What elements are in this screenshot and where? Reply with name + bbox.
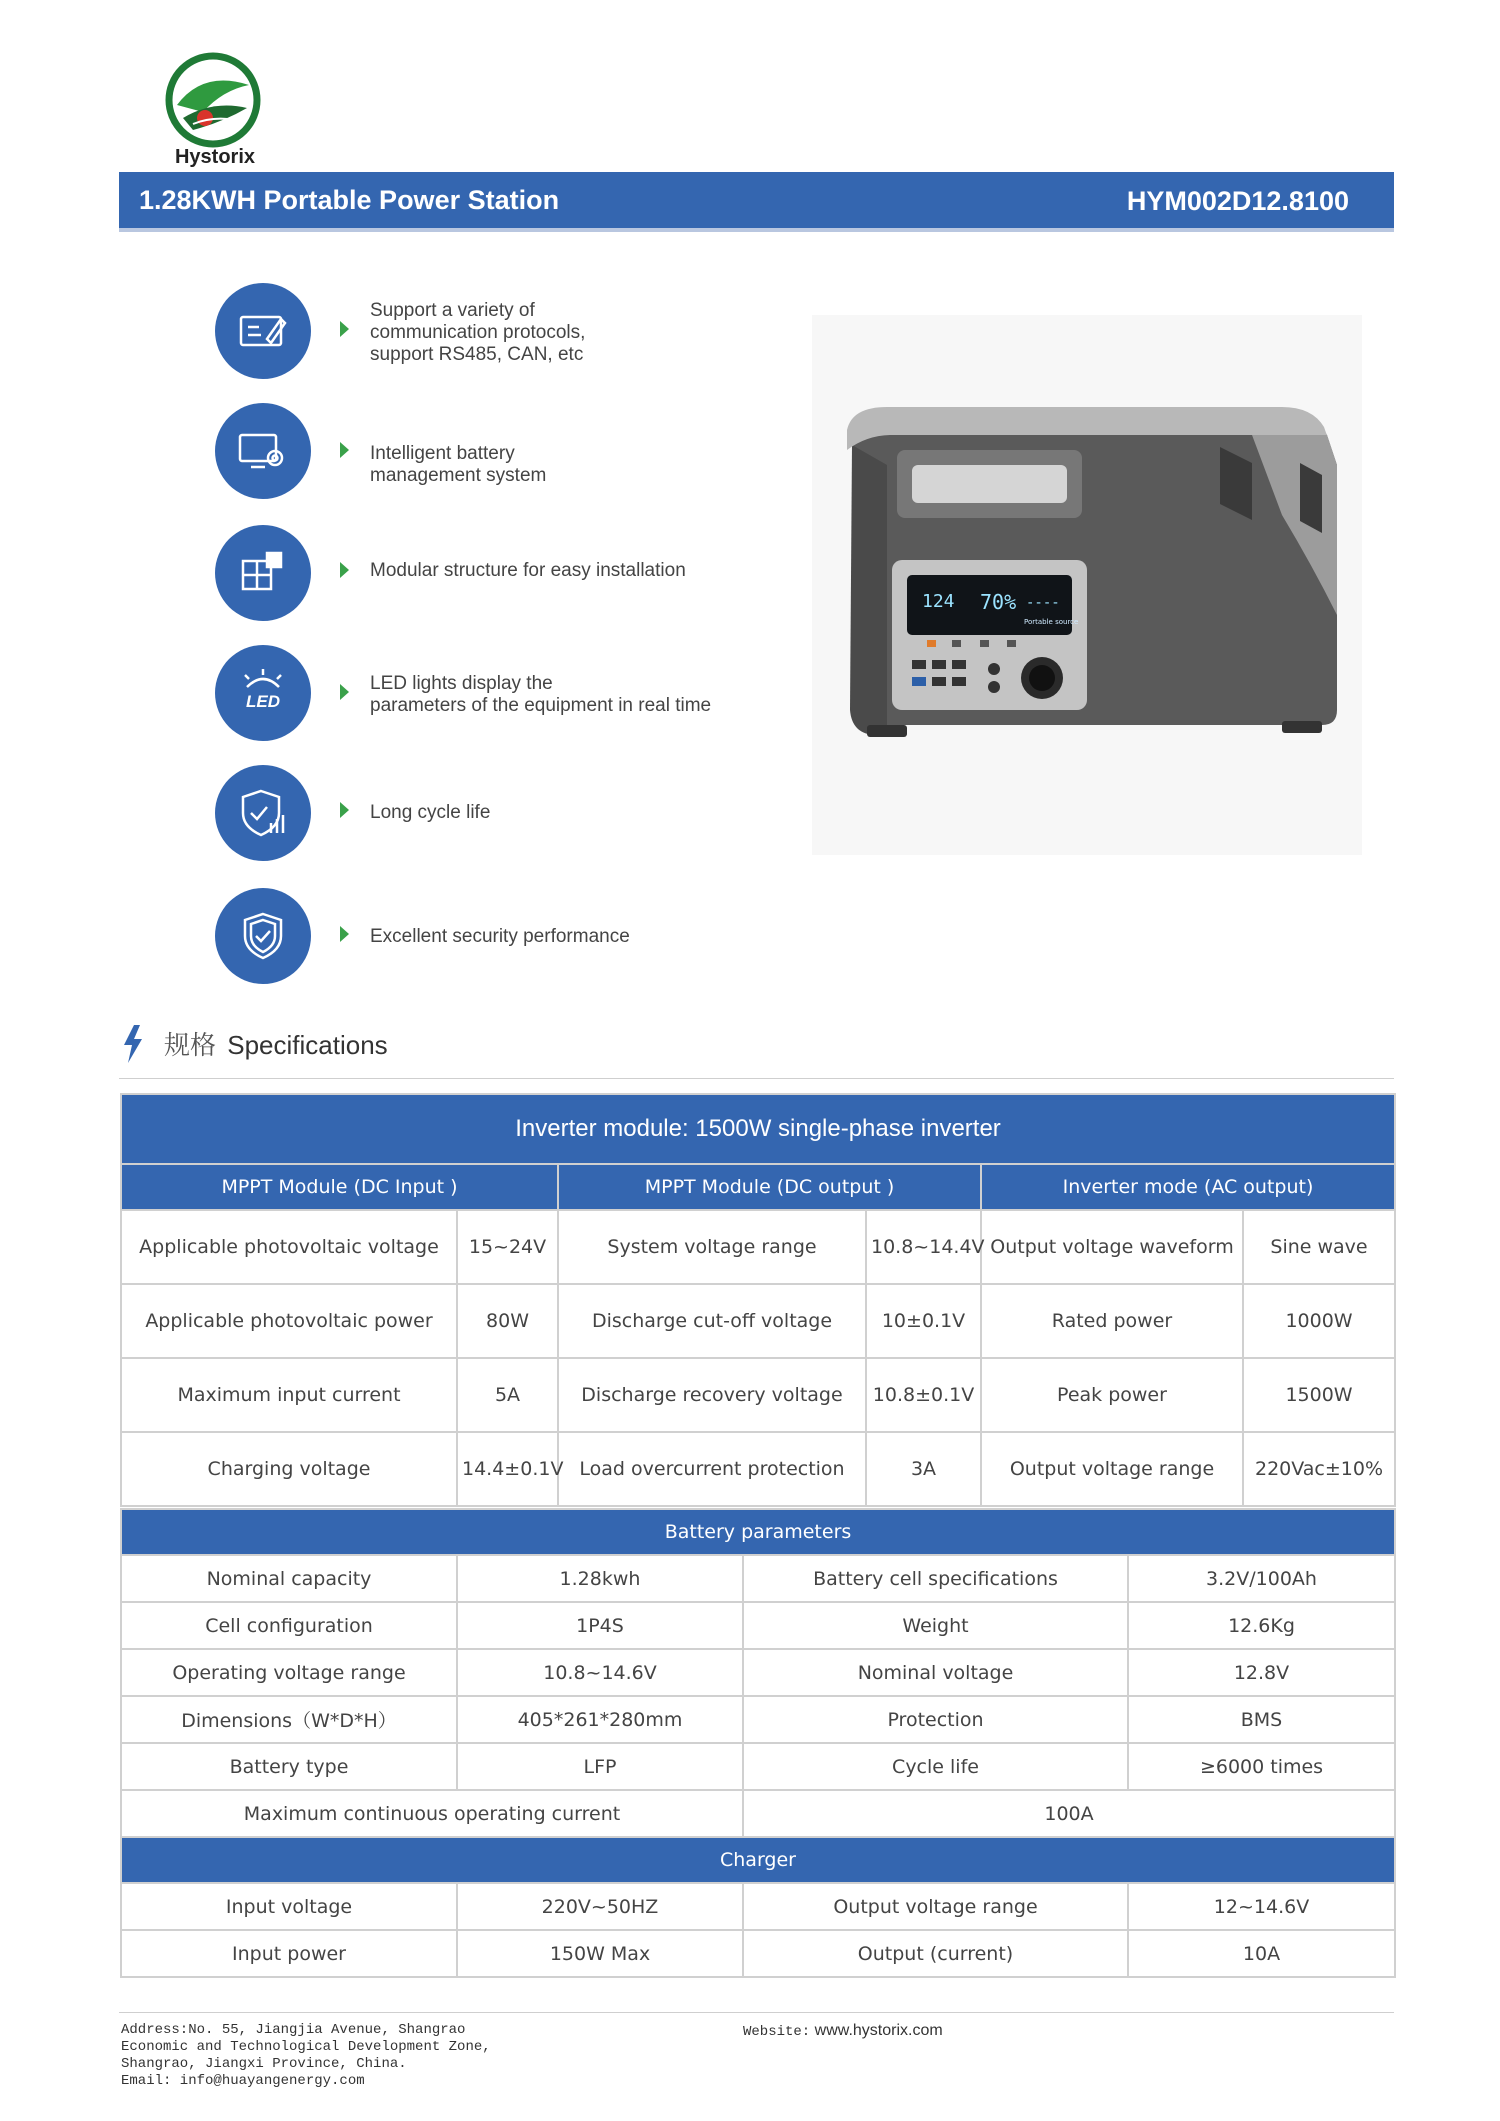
monitor-gear-icon <box>237 425 289 477</box>
feature-bullet-arrow <box>340 802 349 818</box>
table-row <box>121 1743 1395 1790</box>
table-row <box>121 1284 1395 1358</box>
table-row <box>121 1358 1395 1432</box>
specifications-heading-cn: 规格 <box>164 1030 217 1060</box>
table-cell: Input voltage <box>121 1883 457 1930</box>
table-cell: Cell configuration <box>121 1602 457 1649</box>
table-row <box>121 1930 1395 1977</box>
divider <box>119 1078 1394 1079</box>
model-number: HYM002D12.8100 <box>1126 186 1349 216</box>
table-cell: 1500W <box>1243 1358 1395 1432</box>
feature-text-5: Long cycle life <box>370 802 491 823</box>
footer-address: Address:No. 55, Jiangjia Avenue, Shangrao Economic and Technological Development Zone, Shangrao, Jiangxi Province, China. Email: info@huayangenergy.com <box>121 2022 491 2089</box>
table-cell: Battery type <box>121 1743 457 1790</box>
table-cell: Maximum input current <box>121 1358 457 1432</box>
table-cell: Cycle life <box>743 1743 1128 1790</box>
table-row <box>121 1790 1395 1837</box>
table-cell: 12.8V <box>1128 1649 1395 1696</box>
logo-emblem-icon <box>163 50 263 150</box>
table-cell: Battery cell specifications <box>743 1555 1128 1602</box>
table-row <box>121 1555 1395 1602</box>
title-bar <box>119 172 1394 228</box>
table-cell: Nominal voltage <box>743 1649 1128 1696</box>
table-row <box>121 1210 1395 1284</box>
table-cell: 1.28kwh <box>457 1555 743 1602</box>
table-cell: 1P4S <box>457 1602 743 1649</box>
table-header: MPPT Module (DC Input ) <box>121 1164 558 1210</box>
table-cell: 150W Max <box>457 1930 743 1977</box>
table-cell: 12.6Kg <box>1128 1602 1395 1649</box>
table-cell: 10.8~14.6V <box>457 1649 743 1696</box>
shield-chart-icon <box>237 787 289 839</box>
feature-bullet-arrow <box>340 442 349 458</box>
table-cell: Sine wave <box>1243 1210 1395 1284</box>
table-row <box>121 1602 1395 1649</box>
table-cell: Output voltage range <box>743 1883 1128 1930</box>
lightning-icon <box>122 1025 144 1068</box>
table-row <box>121 1649 1395 1696</box>
table-cell: Output voltage range <box>981 1432 1243 1506</box>
table-cell: Rated power <box>981 1284 1243 1358</box>
feature-bullet-arrow <box>340 926 349 942</box>
table-cell: 100A <box>743 1790 1395 1837</box>
table-cell: Input power <box>121 1930 457 1977</box>
table-cell: 405*261*280mm <box>457 1696 743 1743</box>
table-cell: Discharge recovery voltage <box>558 1358 866 1432</box>
display-reading-1: 124 <box>922 591 955 612</box>
shield-check-icon <box>237 910 289 962</box>
battery-table <box>120 1508 1396 1978</box>
table-cell: 10.8~14.4V <box>866 1210 981 1284</box>
table-cell: 10.8±0.1V <box>866 1358 981 1432</box>
table-cell: Charging voltage <box>121 1432 457 1506</box>
table-cell: 3.2V/100Ah <box>1128 1555 1395 1602</box>
website-label: Website: <box>743 2024 811 2040</box>
document-edit-icon <box>237 305 289 357</box>
table-cell: 220Vac±10% <box>1243 1432 1395 1506</box>
table-cell: ≥6000 times <box>1128 1743 1395 1790</box>
table-cell: Dimensions（W*D*H） <box>121 1696 457 1743</box>
feature-icon-circle-2 <box>215 403 311 499</box>
led-icon <box>237 667 289 719</box>
display-label: Portable source <box>1024 618 1079 626</box>
table-cell: 10A <box>1128 1930 1395 1977</box>
feature-text-2: Intelligent battery management system <box>370 443 547 486</box>
battery-section-title: Battery parameters <box>121 1509 1395 1555</box>
feature-bullet-arrow <box>340 562 349 578</box>
table-cell: Output (current) <box>743 1930 1128 1977</box>
table-cell: 1000W <box>1243 1284 1395 1358</box>
table-cell: 3A <box>866 1432 981 1506</box>
display-reading-3: ---- <box>1026 595 1060 611</box>
inverter-table <box>120 1093 1396 1507</box>
feature-icon-circle-3 <box>215 525 311 621</box>
table-cell: Applicable photovoltaic voltage <box>121 1210 457 1284</box>
feature-bullet-arrow <box>340 321 349 337</box>
footer-website <box>743 2022 943 2040</box>
table-row <box>121 1696 1395 1743</box>
feature-text-3: Modular structure for easy installation <box>370 560 686 581</box>
feature-text-1: Support a variety of communication protocols, support RS485, CAN, etc <box>370 300 586 365</box>
table-row <box>121 1883 1395 1930</box>
table-cell: 220V~50HZ <box>457 1883 743 1930</box>
brand-name: Hystorix <box>174 146 256 168</box>
product-image <box>812 315 1362 855</box>
feature-icon-circle-1 <box>215 283 311 379</box>
table-cell: Maximum continuous operating current <box>121 1790 743 1837</box>
table-cell: Weight <box>743 1602 1128 1649</box>
table-cell: BMS <box>1128 1696 1395 1743</box>
table-cell: 12~14.6V <box>1128 1883 1395 1930</box>
table-cell: 10±0.1V <box>866 1284 981 1358</box>
table-cell: System voltage range <box>558 1210 866 1284</box>
table-cell: 80W <box>457 1284 558 1358</box>
specifications-heading-en: Specifications <box>227 1030 388 1060</box>
feature-icon-circle-6 <box>215 888 311 984</box>
feature-bullet-arrow <box>340 684 349 700</box>
table-cell: Protection <box>743 1696 1128 1743</box>
table-cell: Operating voltage range <box>121 1649 457 1696</box>
table-cell: Nominal capacity <box>121 1555 457 1602</box>
feature-icon-circle-5 <box>215 765 311 861</box>
table-cell: 15~24V <box>457 1210 558 1284</box>
table-cell: 14.4±0.1V <box>457 1432 558 1506</box>
table-header: Inverter mode (AC output) <box>981 1164 1395 1210</box>
table-cell: Discharge cut-off voltage <box>558 1284 866 1358</box>
feature-text-4: LED lights display the parameters of the equipment in real time <box>370 673 712 716</box>
footer-divider <box>119 2012 1394 2013</box>
table-header: MPPT Module (DC output ) <box>558 1164 981 1210</box>
svg-text:LED: LED <box>246 692 280 711</box>
table-cell: Peak power <box>981 1358 1243 1432</box>
feature-text-6: Excellent security performance <box>370 926 630 947</box>
table-cell: 5A <box>457 1358 558 1432</box>
display-reading-2: 70% <box>980 590 1017 614</box>
table-cell: LFP <box>457 1743 743 1790</box>
table-cell: Load overcurrent protection <box>558 1432 866 1506</box>
table-cell: Applicable photovoltaic power <box>121 1284 457 1358</box>
website-link[interactable]: www.hystorix.com <box>814 2022 943 2039</box>
specifications-heading <box>164 1025 388 1062</box>
page-title: 1.28KWH Portable Power Station <box>139 185 560 215</box>
table-row <box>121 1432 1395 1506</box>
table-cell: Output voltage waveform <box>981 1210 1243 1284</box>
inverter-title: Inverter module: 1500W single-phase inverter <box>121 1094 1395 1164</box>
modules-icon <box>237 547 289 599</box>
feature-icon-circle-4 <box>215 645 311 741</box>
charger-section-title: Charger <box>121 1837 1395 1883</box>
